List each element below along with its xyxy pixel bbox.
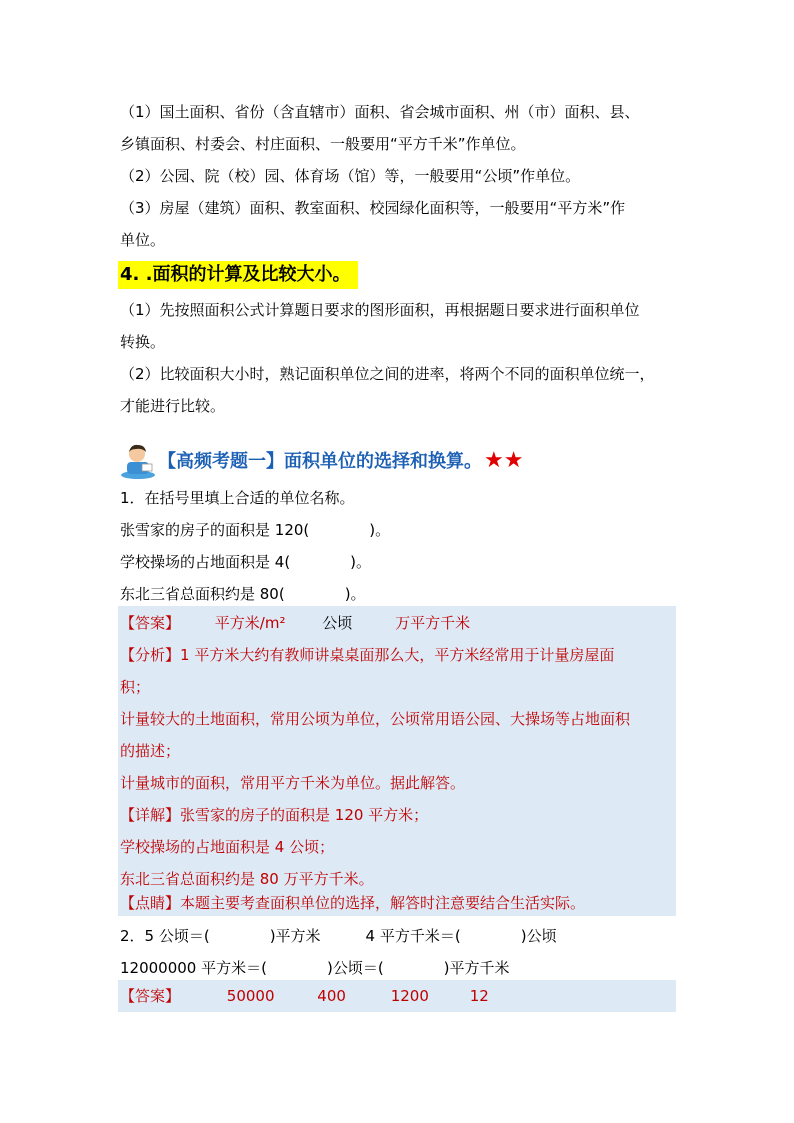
section-heading: 4. .面积的计算及比较大小。 <box>118 261 358 289</box>
q1-analysis-line1 <box>120 645 614 665</box>
section4-p1-line2: 转换。 <box>120 333 166 351</box>
comment-tag: 【点睛】 <box>120 894 181 912</box>
intro-p3-line2: 单位。 <box>120 231 166 249</box>
intro-p1-line2: 乡镇面积、村委会、村庄面积、一般要用“平方千米”作单位。 <box>120 135 526 153</box>
q2-line2: 12000000 平方米＝( )公顷＝( )平方千米 <box>120 959 510 977</box>
q2-line1: 2．5 公顷＝( )平方米 4 平方千米＝( )公顷 <box>120 927 557 945</box>
q2-answer-1: 50000 <box>226 987 275 1005</box>
detail-tag: 【详解】 <box>120 806 181 824</box>
section4-p2-line1: （2）比较面积大小时，熟记面积单位之间的进率，将两个不同的面积单位统一， <box>120 365 655 383</box>
q1-analysis-line4: 的描述； <box>120 742 181 760</box>
answer-1: 平方米/m² <box>214 614 286 632</box>
question-title <box>158 449 523 474</box>
q1-analysis-line5: 计量城市的面积，常用平方千米为单位。据此解答。 <box>120 774 466 792</box>
q2-answer-3: 1200 <box>390 987 429 1005</box>
student-avatar-icon <box>118 440 158 480</box>
q1-detail-line2: 学校操场的占地面积是 4 公顷； <box>120 838 335 856</box>
q1-line1: 张雪家的房子的面积是 120( )。 <box>120 521 391 539</box>
analysis-tag: 【分析】 <box>120 646 181 664</box>
section4-p1-line1: （1）先按照面积公式计算题日要求的图形面积，再根据题日要求进行面积单位 <box>120 301 640 319</box>
section4-p2-line2: 才能进行比较。 <box>120 397 226 415</box>
question-title-text: 【高频考题一】面积单位的选择和换算。 <box>158 451 482 472</box>
q2-answer-2: 400 <box>317 987 346 1005</box>
q1-detail-line1 <box>120 805 428 825</box>
q1-detail-line3: 东北三省总面积约是 80 万平方千米。 <box>120 870 374 888</box>
intro-p3-line1: （3）房屋（建筑）面积、教室面积、校园绿化面积等，一般要用“平方米”作 <box>120 199 626 217</box>
answer-2: 公顷 <box>322 614 353 632</box>
q1-comment-line <box>120 893 585 913</box>
answer-tag: 【答案】 <box>120 614 181 632</box>
q1-analysis-line2: 积； <box>120 678 151 696</box>
q2-answer-4: 12 <box>469 987 489 1005</box>
q1-line2: 学校操场的占地面积是 4( )。 <box>120 553 372 571</box>
q1-stem: 1．在括号里填上合适的单位名称。 <box>120 489 355 507</box>
detail-text-1: 张雪家的房子的面积是 120 平方米； <box>180 806 429 824</box>
comment-text: 本题主要考查面积单位的选择，解答时注意要结合生活实际。 <box>180 894 586 912</box>
intro-p1-line1: （1）国土面积、省份（含直辖市）面积、省会城市面积、州（市）面积、县、 <box>120 103 640 121</box>
stars-icon: ★★ <box>484 448 524 473</box>
intro-p2: （2）公园、院（校）园、体育场（馆）等，一般要用“公顷”作单位。 <box>120 167 581 185</box>
q2-answer-tag: 【答案】 <box>120 987 181 1005</box>
q1-analysis-line3: 计量较大的土地面积，常用公顷为单位，公顷常用语公园、大操场等占地面积 <box>120 710 631 728</box>
q1-line3: 东北三省总面积约是 80( )。 <box>120 585 366 603</box>
analysis-text-1: 1 平方米大约有教师讲桌桌面那么大，平方米经常用于计量房屋面 <box>180 646 615 664</box>
q1-answer-row <box>120 613 470 633</box>
answer-3: 万平方千米 <box>395 614 471 632</box>
q2-answer-row <box>120 986 489 1006</box>
